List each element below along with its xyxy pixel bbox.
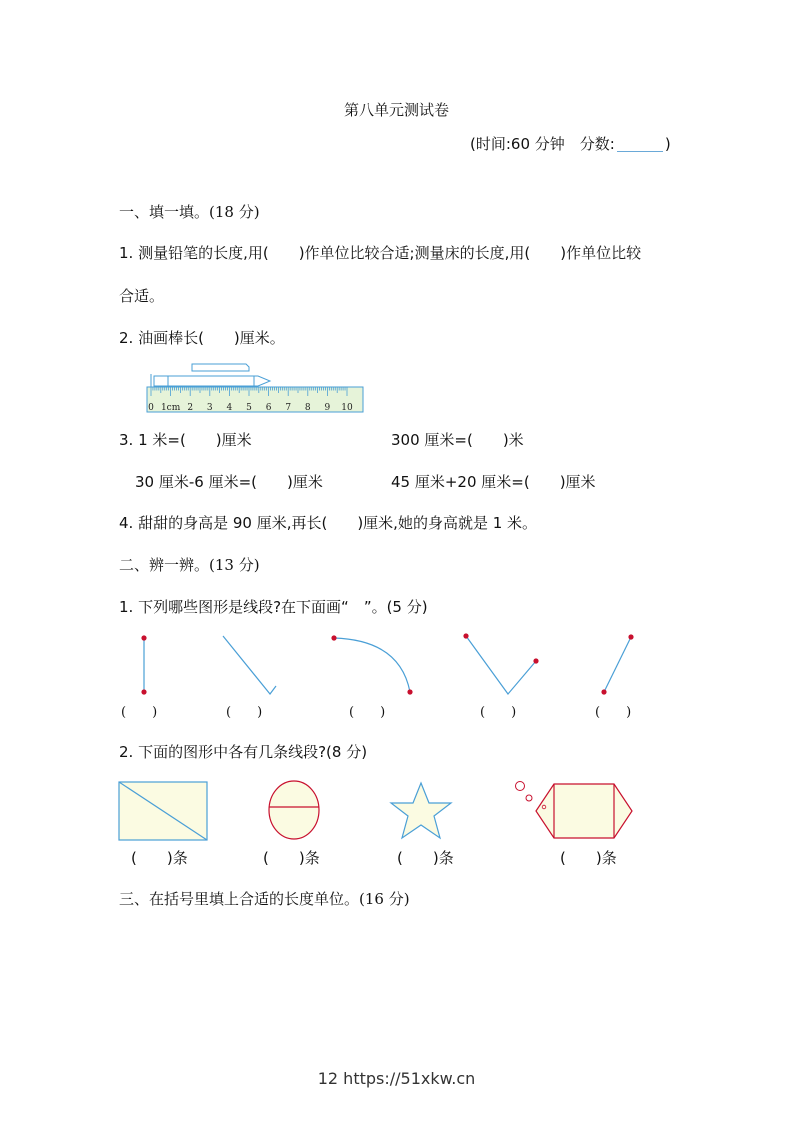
s2-q2-blank-1[interactable]: ( )条 <box>131 849 188 867</box>
s2-q2-blank-2[interactable]: ( )条 <box>263 849 320 867</box>
ruler-tick-label: 7 <box>285 403 292 413</box>
ruler-tick-label: 1cm <box>160 403 181 413</box>
section2-heading: 二、辨一辨。(13 分) <box>119 556 260 574</box>
s1-q4: 4. 甜甜的身高是 90 厘米,再长( )厘米,她的身高就是 1 米。 <box>119 514 538 532</box>
rectangle-with-diagonal <box>119 782 207 840</box>
page-footer: 12 https://51xkw.cn <box>317 1069 476 1088</box>
s2-q1-blank-3[interactable]: ( ) <box>349 705 386 720</box>
time-score-line <box>470 135 671 153</box>
s2-q1: 1. 下列哪些图形是线段?在下面画“ ”。(5 分) <box>119 598 428 616</box>
s2-q1-blank-2[interactable]: ( ) <box>226 705 263 720</box>
s2-q2: 2. 下面的图形中各有几条线段?(8 分) <box>119 743 368 761</box>
fish-shape <box>516 782 633 839</box>
segment-figures <box>110 628 670 708</box>
s2-q1-blank-4[interactable]: ( ) <box>480 705 517 720</box>
s1-q2: 2. 油画棒长( )厘米。 <box>119 329 285 347</box>
time-label: (时间:60 分钟 分数: <box>470 135 615 153</box>
ruler-tick-label: 3 <box>206 403 213 413</box>
ruler-tick-label: 2 <box>187 403 194 413</box>
ruler-tick-label: 5 <box>246 403 252 413</box>
s1-q3-b: 300 厘米=( )米 <box>391 431 524 449</box>
page-title: 第八单元测试卷 <box>343 101 449 119</box>
section3-heading: 三、在括号里填上合适的长度单位。(16 分) <box>119 890 410 908</box>
s1-q3-a: 3. 1 米=( )厘米 <box>119 431 252 449</box>
ruler-tick-label: 8 <box>304 403 311 413</box>
figure-vertical-segment <box>141 635 146 694</box>
s1-q3-c: 30 厘米-6 厘米=( )厘米 <box>135 473 323 491</box>
ruler-tick-label: 4 <box>226 403 233 413</box>
circle-with-diameter <box>269 781 319 839</box>
ruler-tick-label: 0 <box>148 403 154 413</box>
ruler-tick-label: 6 <box>265 403 272 413</box>
s2-q2-blank-4[interactable]: ( )条 <box>560 849 617 867</box>
figure-angle <box>463 633 538 694</box>
s1-q1-line2: 合适。 <box>119 287 165 305</box>
ruler-figure <box>146 359 366 415</box>
s2-q2-blank-3[interactable]: ( )条 <box>397 849 454 867</box>
s2-q1-blank-5[interactable]: ( ) <box>595 705 632 720</box>
time-suffix: ) <box>664 135 671 153</box>
ruler-tick-label: 9 <box>324 403 331 413</box>
s1-q3-d: 45 厘米+20 厘米=( )厘米 <box>391 473 596 491</box>
section1-heading: 一、填一填。(18 分) <box>119 203 260 221</box>
crayon-icon <box>151 364 270 387</box>
star-shape <box>391 783 451 838</box>
ruler-tick-label: 10 <box>341 403 353 413</box>
figure-ray-diagonal <box>223 636 276 694</box>
score-blank[interactable] <box>617 137 663 152</box>
figure-diagonal-segment <box>601 634 633 694</box>
s2-q1-blank-1[interactable]: ( ) <box>121 705 158 720</box>
figure-arc <box>331 635 412 694</box>
s1-q1-line1: 1. 测量铅笔的长度,用( )作单位比较合适;测量床的长度,用( )作单位比较 <box>119 244 642 262</box>
shape-figures <box>112 776 642 842</box>
